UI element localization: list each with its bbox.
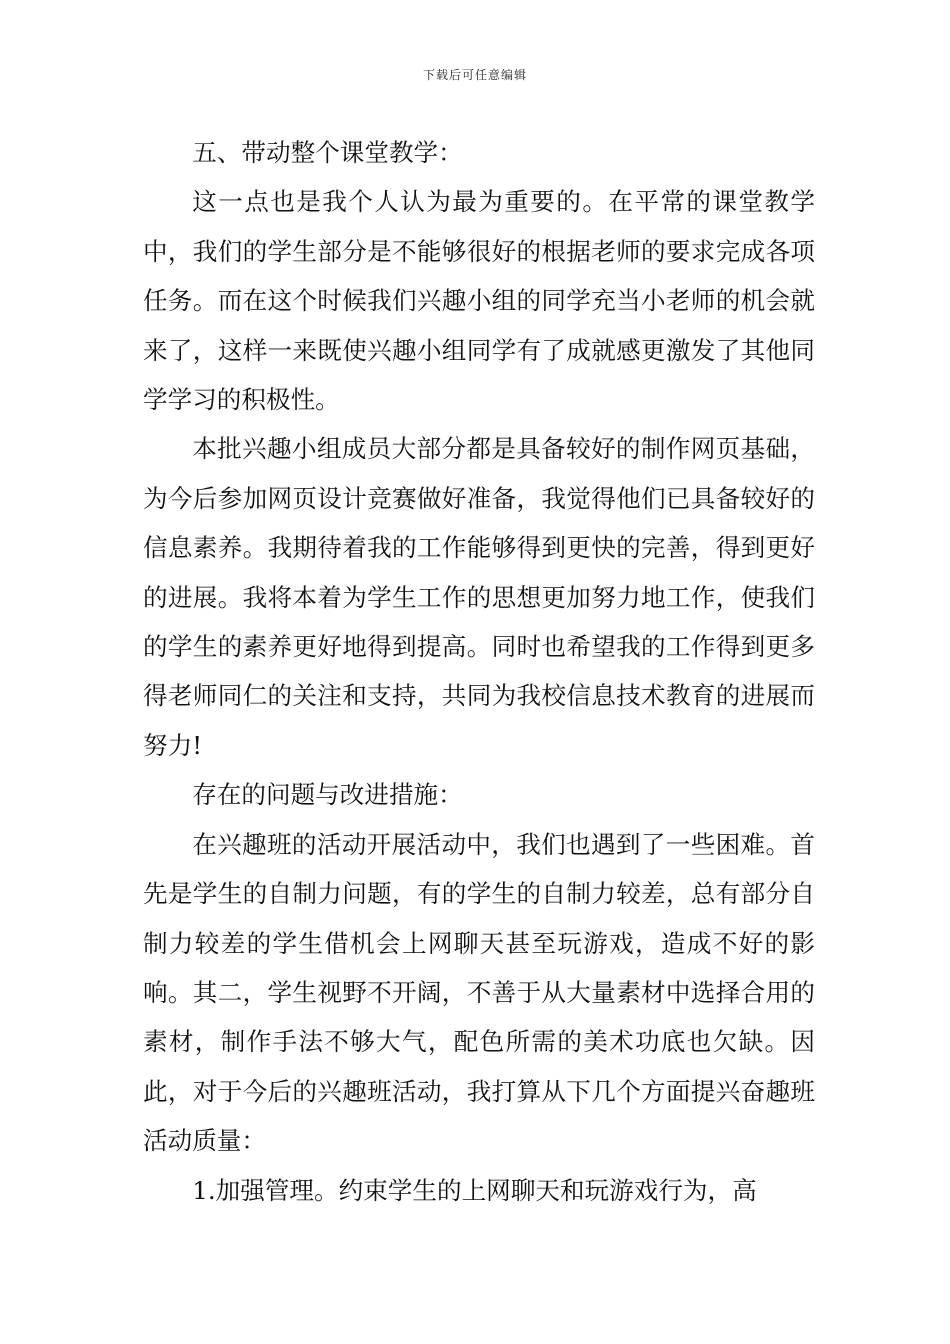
paragraph: 1.加强管理。约束学生的上网聊天和玩游戏行为，高 xyxy=(192,1175,757,1205)
document-body xyxy=(143,128,815,1215)
section-heading-problems: 存在的问题与改进措施： xyxy=(192,780,463,810)
paragraph: 本批兴趣小组成员大部分都是具备较好的制作网页基础，为今后参加网页设计竞赛做好准备，我觉得他们已具备较好的信息素养。我期待着我的工作能够得到更快的完善，得到更好的进展。我将本着为学生工作的思想更加努力地工作，使我们的学生的素养更好地得到提高。同时也希望我的工作得到更多得老师同仁的关注和支持，共同为我校信息技术教育的进展而努力! xyxy=(143,434,815,760)
page-header: 下载后可任意编辑 xyxy=(422,68,527,82)
paragraph: 这一点也是我个人认为最为重要的。在平常的课堂教学中，我们的学生部分是不能够很好的根据老师的要求完成各项任务。而在这个时候我们兴趣小组的同学充当小老师的机会就来了，这样一来既使兴趣小组同学有了成就感更激发了其他同学学习的积极性。 xyxy=(143,187,815,415)
paragraph: 在兴趣班的活动开展活动中，我们也遇到了一些困难。首先是学生的自制力问题，有的学生的自制力较差，总有部分自制力较差的学生借机会上网聊天甚至玩游戏，造成不好的影响。其二，学生视野不开阔，不善于从大量素材中选择合用的素材，制作手法不够大气，配色所需的美术功底也欠缺。因此，对于今后的兴趣班活动，我打算从下几个方面提兴奋趣班活动质量： xyxy=(143,829,815,1156)
section-heading-five: 五、带动整个课堂教学： xyxy=(192,138,463,167)
